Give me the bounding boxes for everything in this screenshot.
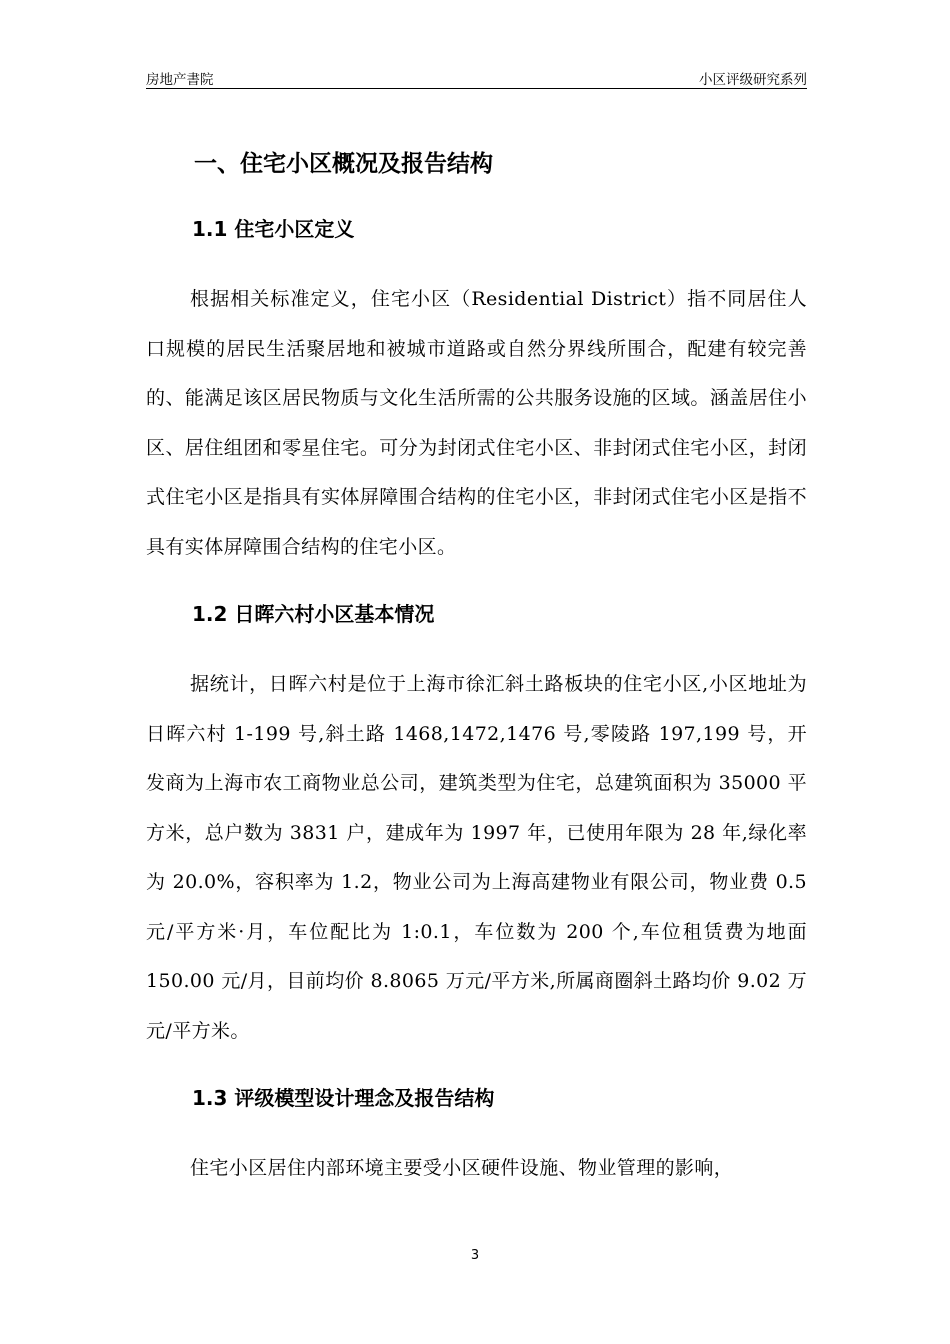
section-title-1-1: 1.1 住宅小区定义 — [192, 217, 355, 241]
header-series-title: 小区评级研究系列 — [699, 72, 807, 88]
section-title-1-3: 1.3 评级模型设计理念及报告结构 — [192, 1086, 495, 1110]
page-number: 3 — [470, 1248, 480, 1263]
page-header — [146, 62, 807, 89]
section-paragraph-1-3: 住宅小区居住内部环境主要受小区硬件设施、物业管理的影响， — [190, 1157, 734, 1179]
chapter-title: 一、住宅小区概况及报告结构 — [194, 151, 493, 177]
header-publisher: 房地产書院 — [146, 72, 214, 88]
section-paragraph-1-2: 据统计，日晖六村是位于上海市徐汇斜土路板块的住宅小区,小区地址为日晖六村 1-199 号,斜土路 1468,1472,1476 号,零陵路 197,199 号，开发商为上海市农工商物业总公司，建筑类型为住宅，总建筑面积为 35000 平方米，总户数为 3831 户，建成年为 1997 年，已使用年限为 28 年,绿化率为 20.0%，容积率为 1.2，物业公司为上海高建物业有限公司，物业费 0.5 元/平方米·月，车位配比为 1:0.1，车位数为 200 个,车位租赁费为地面 150.00 元/月，目前均价 8.8065 万元/平方米,所属商圈斜土路均价 9.02 万元/平方米。 — [146, 673, 807, 1042]
document-body — [146, 140, 807, 1194]
section-title-1-2: 1.2 日晖六村小区基本情况 — [192, 602, 435, 626]
section-paragraph-1-1: 根据相关标准定义，住宅小区（Residential District）指不同居住人口规模的居民生活聚居地和被城市道路或自然分界线所围合，配建有较完善的、能满足该区居民物质与文化生活所需的公共服务设施的区域。涵盖居住小区、居住组团和零星住宅。可分为封闭式住宅小区、非封闭式住宅小区，封闭式住宅小区是指具有实体屏障围合结构的住宅小区，非封闭式住宅小区是指不具有实体屏障围合结构的住宅小区。 — [146, 288, 807, 558]
